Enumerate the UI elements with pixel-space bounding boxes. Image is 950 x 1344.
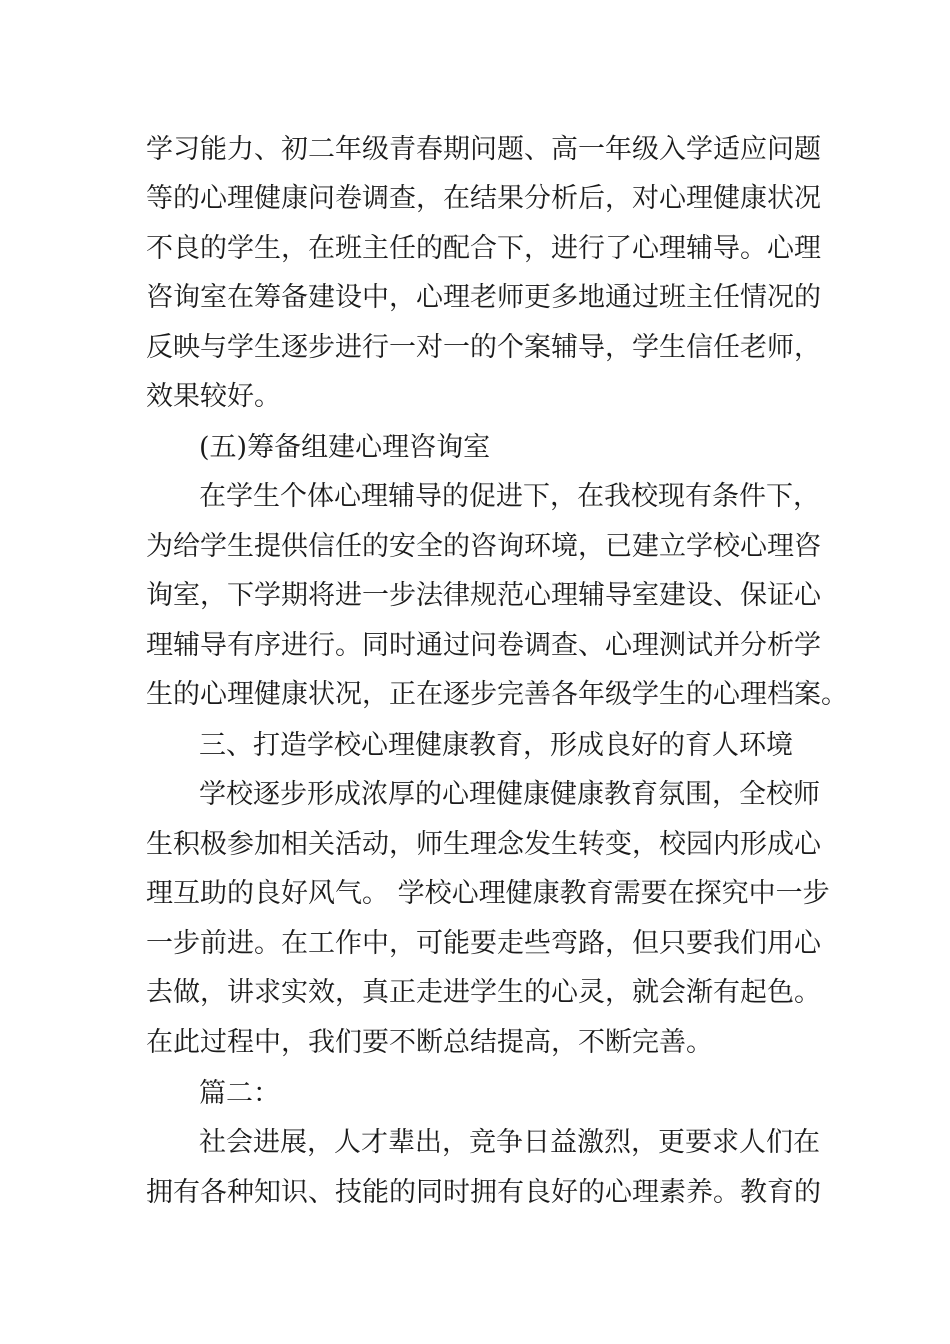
text-line: 效果较好。 <box>146 381 281 412</box>
text-line: 社会进展，人才辈出，竞争日益激烈，更要求人们在 <box>199 1127 820 1158</box>
text-line: 等的心理健康问卷调查，在结果分析后，对心理健康状况 <box>146 183 821 214</box>
text-line: 咨询室在筹备建设中，心理老师更多地通过班主任情况的 <box>146 282 821 313</box>
text-line: 学习能力、初二年级青春期问题、高一年级入学适应问题 <box>146 134 821 165</box>
text-line: 为给学生提供信任的安全的咨询环境，已建立学校心理咨 <box>146 531 821 562</box>
text-line: 反映与学生逐步进行一对一的个案辅导，学生信任老师， <box>146 332 821 363</box>
text-line: 询室，下学期将进一步法律规范心理辅导室建设、保证心 <box>146 580 821 611</box>
text-line: 不良的学生，在班主任的配合下，进行了心理辅导。心理 <box>146 233 821 264</box>
text-line: 理互助的良好风气。 学校心理健康教育需要在探究中一步 <box>146 878 830 909</box>
text-line: 一步前进。在工作中，可能要走些弯路，但只要我们用心 <box>146 928 821 959</box>
section-heading: (五)筹备组建心理咨询室 <box>199 432 491 463</box>
text-line: 生的心理健康状况，正在逐步完善各年级学生的心理档案。 <box>146 679 848 710</box>
text-line: 学校逐步形成浓厚的心理健康健康教育氛围，全校师 <box>199 779 820 810</box>
text-line: 在学生个体心理辅导的促进下，在我校现有条件下， <box>199 481 820 512</box>
text-line: 去做，讲求实效，真正走进学生的心灵，就会渐有起色。 <box>146 977 821 1008</box>
section-heading: 三、打造学校心理健康教育，形成良好的育人环境 <box>199 730 793 761</box>
text-line: 拥有各种知识、技能的同时拥有良好的心理素养。教育的 <box>146 1177 821 1208</box>
text-line: 在此过程中，我们要不断总结提高，不断完善。 <box>146 1027 713 1058</box>
section-heading: 篇二： <box>199 1078 280 1109</box>
text-line: 理辅导有序进行。同时通过问卷调查、心理测试并分析学 <box>146 630 821 661</box>
text-line: 生积极参加相关活动，师生理念发生转变，校园内形成心 <box>146 829 821 860</box>
